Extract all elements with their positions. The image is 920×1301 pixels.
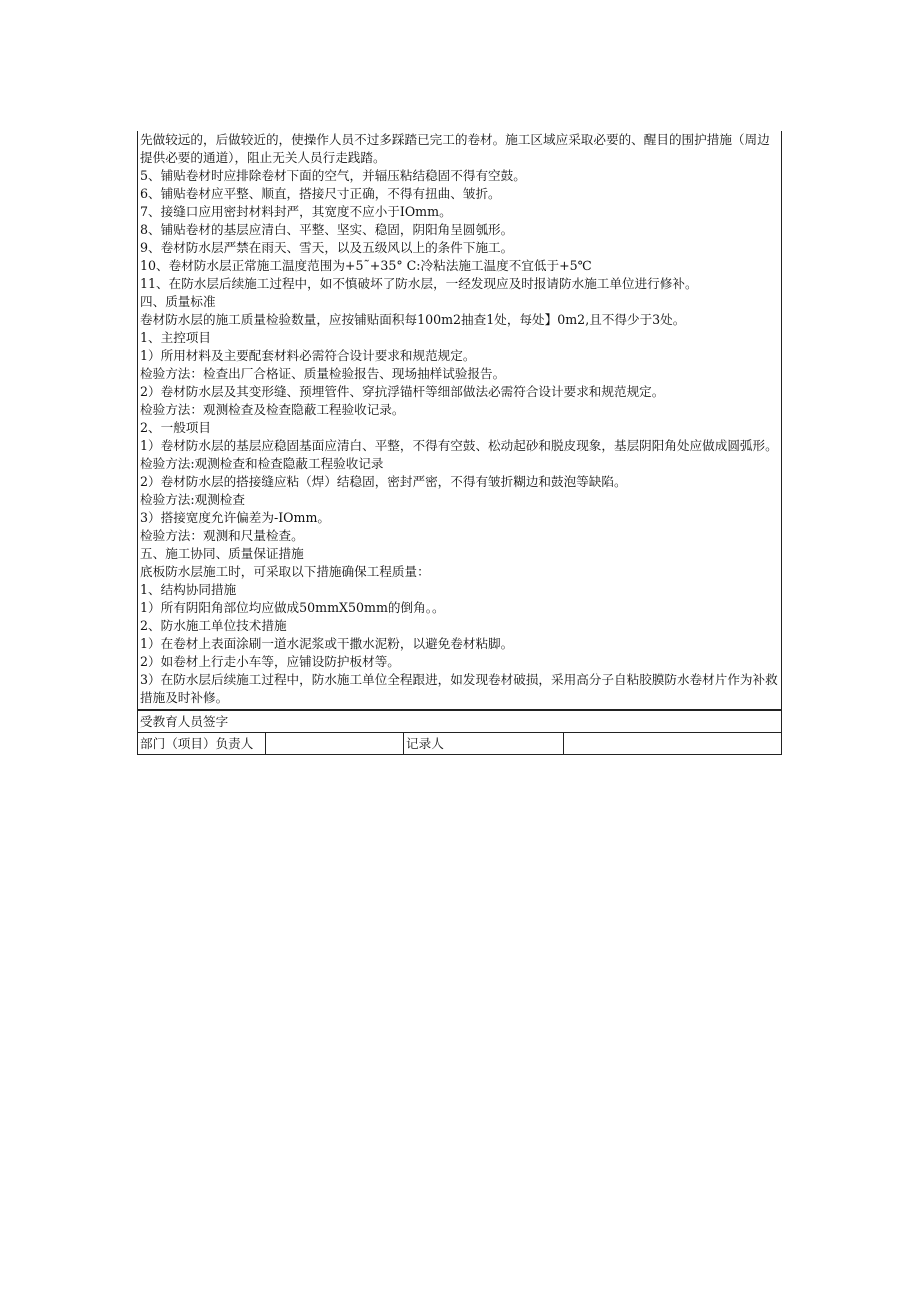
subsection-heading: 2、一般项目	[140, 420, 211, 435]
paragraph-line: 2）卷材防水层的搭接缝应粘（焊）结稳固，密封严密，不得有皱折糊边和鼓泡等缺陷。	[140, 474, 627, 489]
subsection-heading: 1、主控项目	[140, 330, 211, 345]
paragraph-line: 6、铺贴卷材应平整、顺直，搭接尺寸正确，不得有扭曲、皱折。	[140, 186, 501, 201]
recorder-field[interactable]	[564, 733, 782, 755]
paragraph-line: 检验方法：观测检查及检查隐蔽工程验收记录。	[140, 402, 405, 417]
section-heading: 四、质量标准	[140, 294, 216, 309]
paragraph-line: 检验方法：检查出厂合格证、质量检验报告、现场抽样试验报告。	[140, 366, 506, 381]
paragraph-line: 卷材防水层的施工质量检验数量，应按铺贴面积每100m2抽查1处，每处】0m2,且不得少于3处。	[140, 312, 686, 327]
dept-leader-label: 部门（项目）负责人	[138, 733, 266, 755]
paragraph-line: 7、接缝口应用密封材料封严，其宽度不应小于IOmm。	[140, 204, 452, 219]
table-row	[138, 733, 782, 755]
paragraph-line: 1）所用材料及主要配套材料必需符合设计要求和规范规定。	[140, 348, 476, 363]
subsection-heading: 2、防水施工单位技术措施	[140, 618, 287, 633]
signature-table	[137, 710, 782, 755]
paragraph-line: 11、在防水层后续施工过程中，如不慎破坏了防水层，一经发现应及时报请防水施工单位进行修补。	[140, 276, 698, 291]
paragraph-line: 检验方法:观测检查	[140, 492, 245, 507]
dept-leader-field[interactable]	[266, 733, 404, 755]
paragraph-line: 1）卷材防水层的基层应稳固基面应清白、平整，不得有空鼓、松动起砂和脱皮现象，基层阴阳角处应做成圆弧形。	[140, 438, 778, 453]
paragraph-line: 2）如卷材上行走小车等，应铺设防护板材等。	[140, 654, 400, 669]
paragraph-line: 8、铺贴卷材的基层应清白、平整、坚实、稳固，阴阳角呈圆瓠形。	[140, 222, 514, 237]
document-sheet	[137, 131, 782, 755]
document-body	[137, 131, 782, 710]
recorder-label: 记录人	[404, 733, 564, 755]
paragraph-line: 检验方法：观测和尺量检查。	[140, 528, 304, 543]
paragraph-line: 检验方法:观测检查和检查隐蔽工程验收记录	[140, 456, 384, 471]
paragraph-line: 9、卷材防水层严禁在雨天、雪天，以及五级风以上的条件下施工。	[140, 240, 514, 255]
paragraph-line: 2）卷材防水层及其变形缝、预埋管件、穿抗浮锚杆等细部做法必需符合设计要求和规范规定。	[140, 384, 665, 399]
section-heading: 五、施工协同、质量保证措施	[140, 546, 304, 561]
paragraph-line: 3）在防水层后续施工过程中，防水施工单位全程跟进，如发现卷材破损，采用高分子自粘胶膜防水卷材片作为补救措施及时补修。	[140, 672, 778, 705]
paragraph-line: 1）在卷材上表面涂刷一道水泥浆或干撒水泥粉，以避免卷材粘脚。	[140, 636, 514, 651]
paragraph-line: 先做较远的，后做较近的，使操作人员不过多踩踏已完工的卷材。施工区域应采取必要的、醒目的围护措施（周边提供必要的通道），阻止无关人员行走践踏。	[140, 132, 770, 165]
educated-signature-label: 受教育人员签字	[138, 711, 782, 733]
paragraph-line: 3）搭接宽度允许偏差为-IOmm。	[140, 510, 330, 525]
paragraph-line: 1）所有阴阳角部位均应做成50mmX50mm的倒角。。	[140, 600, 445, 615]
subsection-heading: 1、结构协同措施	[140, 582, 237, 597]
paragraph-line: 底板防水层施工时，可采取以下措施确保工程质量：	[140, 564, 430, 579]
table-row	[138, 711, 782, 733]
paragraph-line: 5、铺贴卷材时应排除卷材下面的空气，并辐压粘结稳固不得有空鼓。	[140, 168, 526, 183]
paragraph-line: 10、卷材防水层正常施工温度范围为+5˜+35° C:冷粘法施工温度不宜低于+5℃	[140, 258, 592, 273]
